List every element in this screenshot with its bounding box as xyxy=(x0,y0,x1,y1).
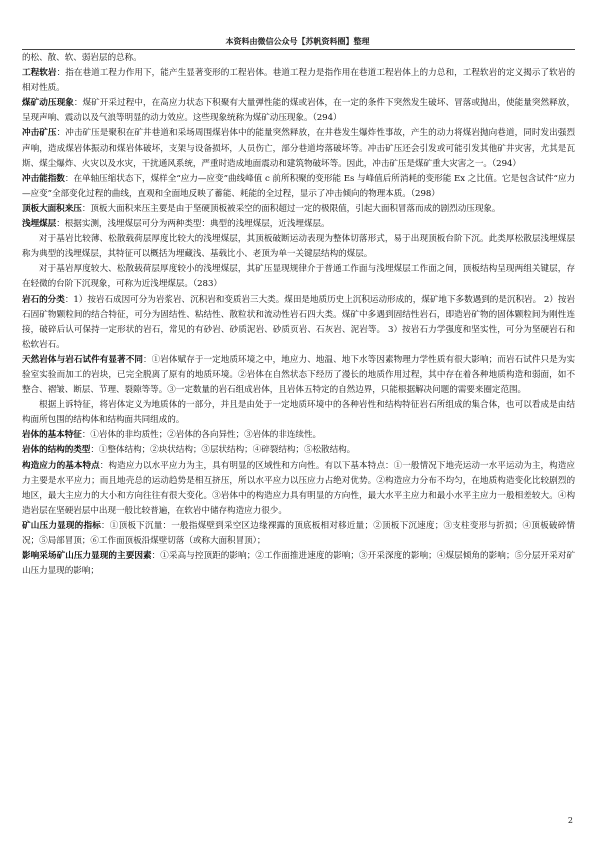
paragraph-text: ：冲击矿压是聚积在矿井巷道和采场周围煤岩体中的能量突然释放，在井巷发生爆炸性事故，产生的动力将煤岩抛向巷道，同时发出强烈声响，造成煤岩体振动和煤岩体破坏，支架与设备损坏，人员伤亡，部分巷道垮落破坏等。冲击矿压还会引发或可能引发其他矿井灾害，尤其是瓦斯、煤尘爆炸、火灾以及水灾，干扰通风系统，严重时造成地面震动和建筑物破坏等。因此，冲击矿压是煤矿重大灾害之一。（294） xyxy=(22,128,575,169)
paragraph-typical-shallow xyxy=(22,232,575,262)
term-label: 工程软岩 xyxy=(22,68,57,79)
paragraph-text: ：构造应力以水平应力为主，具有明显的区域性和方向性。有以下基本特点：①一般情况下地壳运动一水平运动为主，构造应力主要是水平应力；而且地壳总的运动趋势是相互挤压，所以水平应力以压应力占绝对优势。②构造应力分布不均匀，在地质构造变化比较剧烈的地区，最大主应力的大小和方向往往有很大变化。③岩体中的构造应力具有明显的方向性，最大水平主应力和最小水平主应力一般相差较大。④构造岩层在坚硬岩层中出现一般比较普遍，在软岩中储存构造应力很少。 xyxy=(22,460,575,516)
paragraph-rock-classification xyxy=(22,293,575,353)
paragraph-text: 根据上诉特征，将岩体定义为地质体的一部分，并且是由处于一定地质环境中的各种岩性和结构特征岩石所组成的集合体，也可以看成是由结构面所包围的结构体和结构面共同组成的。 xyxy=(22,400,575,426)
paragraph-rock-burst xyxy=(22,126,575,171)
paragraph-0 xyxy=(22,51,575,66)
paragraph-text: ：指在巷道工程力作用下，能产生显著变形的工程岩体。巷道工程力是指作用在巷道工程岩体上的力总和，工程软岩的定义揭示了软岩的相对性质。 xyxy=(22,68,575,94)
paragraph-influencing-factors xyxy=(22,549,575,579)
paragraph-rock-mass-features xyxy=(22,428,575,443)
term-label: 岩体的结构的类型 xyxy=(22,445,91,456)
paragraph-text: ：①整体结构；②块状结构；③层状结构；④碎裂结构；⑤松散结构。 xyxy=(90,445,356,456)
paragraph-large-area-roof xyxy=(22,202,575,217)
paragraph-rock-mass-definition xyxy=(22,398,575,428)
term-label: 岩体的基本特征 xyxy=(22,430,82,441)
term-label: 顶板大面积来压 xyxy=(22,203,82,214)
paragraph-text: ：在单轴压缩状态下，煤样全“应力—应变”曲线峰值 c 前所积聚的变形能 Es 与峰值后所消耗的变形能 Ex 之比值。它是包含试件“应力—应变”全部变化过程的曲线，直观和全面地反映了蓄能、耗能的全过程，显示了冲击倾向的物理本质。（298） xyxy=(22,173,575,199)
document-body xyxy=(22,51,575,579)
paragraph-tectonic-stress xyxy=(22,459,575,519)
term-label: 影响采场矿山压力显现的主要因素 xyxy=(22,551,152,562)
header-rule xyxy=(22,49,575,50)
paragraph-text: 的松、散、软、弱岩层的总称。 xyxy=(22,53,142,63)
term-label: 冲击矿压 xyxy=(22,128,57,139)
paragraph-text: ：①岩体赋存于一定地质环境之中，地应力、地温、地下水等因素物理力学性质有很大影响；而岩石试件只是为实验室实验而加工的岩块，已完全脱离了原有的地质环境。②岩体在自然状态下经历了漫长的地质作用过程，其中存在着各种地质构造和弱面，如不整合、褶皱、断层、节理、裂隙等等。③一定数量的岩石组成岩体，且岩体五特定的自然边界，只能根据解决问题的需要来圈定范围。 xyxy=(22,354,575,396)
paragraph-engineering-soft-rock xyxy=(22,66,575,96)
paragraph-text: ：①采高与控顶距的影响；②工作面推进速度的影响；③开采深度的影响；④煤层倾角的影响；⑤分层开采对矿山压力显现的影响； xyxy=(22,551,575,577)
paragraph-text: 对于基岩比较薄、松散载荷层厚度比较大的浅埋煤层，其顶板破断运动表现为整体切落形式，易于出现顶板台阶下沉。此类厚松散层浅埋煤层称为典型的浅埋煤层，其特征可以概括为埋藏浅、基载比小、老顶为单一关键层结构的煤层。 xyxy=(22,234,575,260)
term-label: 岩石的分类 xyxy=(22,294,65,305)
paragraph-text: ：①顶板下沉量：一般指煤壁到采空区边缘裸露的顶底板相对移近量；②顶板下沉速度；③支柱变形与折损；④顶板破碎情况；⑤局部冒顶；⑥工作面顶板沿煤壁切落（或称大面积冒顶）； xyxy=(22,520,575,546)
paragraph-near-shallow xyxy=(22,262,575,292)
paragraph-dynamic-pressure xyxy=(22,96,575,126)
paragraph-text: ：根据实测，浅埋煤层可分为两种类型：典型的浅埋煤层，近浅埋煤层。 xyxy=(56,219,330,230)
paragraph-burst-energy-index xyxy=(22,172,575,202)
term-label: 构造应力的基本特点 xyxy=(22,460,100,471)
paragraph-pressure-indicators xyxy=(22,519,575,549)
page-header: 本资料由微信公众号【苏帆资料圈】整理 xyxy=(225,36,370,46)
term-label: 煤矿动压现象 xyxy=(22,98,74,109)
paragraph-text: ：1）按岩石成因可分为岩浆岩、沉积岩和变质岩三大类。煤田是地质历史上沉积运动形成的，煤矿地下多数遇到的是沉积岩。 2）按岩石固矿物颗粒间的结合特征，可分为固结性、粘结性、散粒状和流动性岩石四大类。煤矿中多遇到固结性岩石，即造岩矿物的固体颗粒间为刚性连接，破碎后认可保持一定形状的岩石，常见的有砂岩、砂质泥岩、砂质页岩、石灰岩、泥岩等。 3）按岩石力学强度和坚实性，可分为坚硬岩石和松软岩石。 xyxy=(22,294,575,350)
page-number: 2 xyxy=(567,816,573,825)
paragraph-rock-mass-structure xyxy=(22,443,575,458)
paragraph-shallow-seam xyxy=(22,217,575,232)
paragraph-text: ：顶板大面积来压主要是由于坚硬顶板被采空的面积超过一定的极限值，引起大面积冒落而成的剧烈动压现象。 xyxy=(81,203,501,214)
paragraph-rock-mass-vs-specimen xyxy=(22,353,575,398)
paragraph-text: ：①岩体的非均质性；②岩体的各向异性；③岩体的非连续性。 xyxy=(81,430,322,441)
term-label: 天然岩体与岩石试件有显著不同 xyxy=(22,354,143,365)
term-label: 矿山压力显现的指标 xyxy=(22,520,102,531)
term-label: 冲击能指数 xyxy=(22,173,65,184)
paragraph-text: 对于基岩厚度较大、松散载荷层厚度较小的浅埋煤层，其矿压显现规律介于普通工作面与浅埋煤层工作面之间，顶板结构呈现两组关键层，存在轻微的台阶下沉现象，可称为近浅埋煤层。（283） xyxy=(22,264,575,290)
paragraph-text: ：煤矿开采过程中，在高应力状态下积聚有大量弹性能的煤或岩体，在一定的条件下突然发生破坏、冒落或抛出，使能量突然释放，呈现声响、震动以及气浪等明显的动力效应。这些现象统称为煤矿动压现象。（294） xyxy=(22,98,575,124)
term-label: 浅埋煤层 xyxy=(22,219,57,230)
